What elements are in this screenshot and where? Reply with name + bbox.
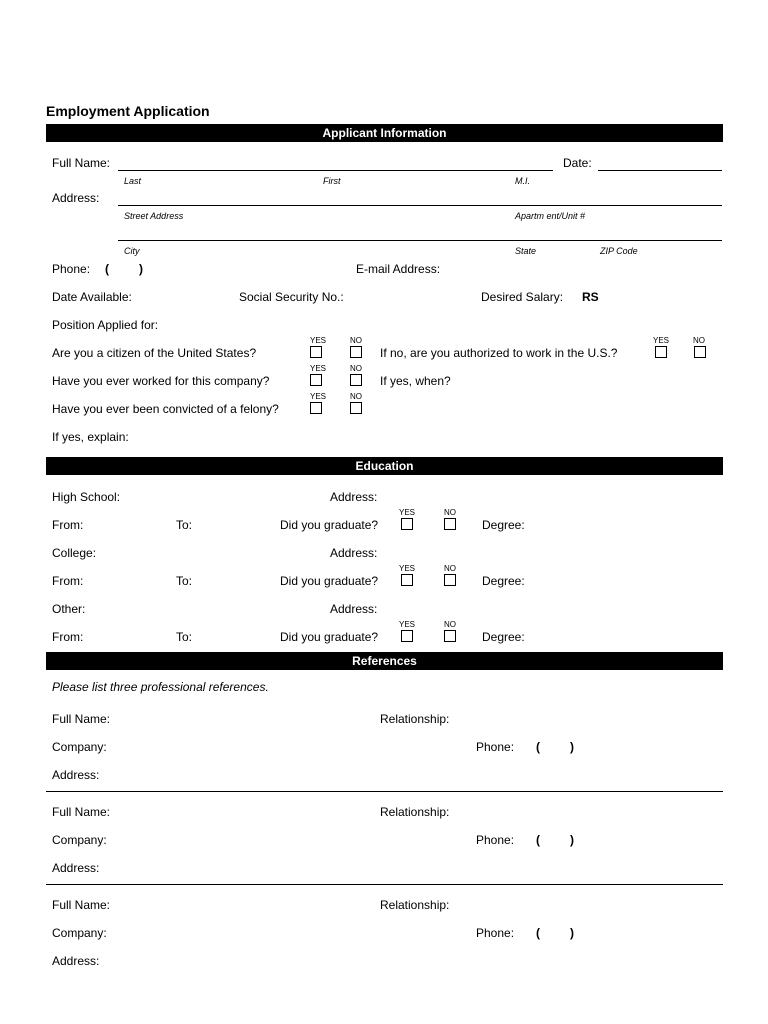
ref3-paren-close: ) [570, 926, 574, 940]
full-name-label: Full Name: [52, 156, 111, 170]
citizen-question: Are you a citizen of the United States? [52, 346, 257, 360]
authorized-yes-checkbox[interactable] [655, 346, 667, 358]
citizen-no-label: NO [350, 336, 362, 345]
address-label: Address: [52, 191, 100, 205]
zip-hint: ZIP Code [600, 246, 638, 256]
ref3-full-name-label: Full Name: [52, 898, 111, 912]
section-header-applicant: Applicant Information [46, 124, 723, 142]
worked-yes-label: YES [310, 364, 327, 373]
other-graduate-question: Did you graduate? [280, 630, 379, 644]
ref2-paren-close: ) [570, 833, 574, 847]
ref-divider-1 [46, 791, 723, 792]
page-title: Employment Application [46, 103, 210, 119]
full-name-field[interactable] [118, 170, 553, 171]
other-label: Other: [52, 602, 86, 616]
authorized-no-label: NO [693, 336, 705, 345]
felony-yes-checkbox[interactable] [310, 402, 322, 414]
apartment-hint: Apartm ent/Unit # [515, 211, 586, 221]
other-yes-checkbox[interactable] [401, 630, 413, 642]
ref2-paren-open: ( [536, 833, 540, 847]
high-school-address-label: Address: [330, 490, 378, 504]
ref2-full-name-label: Full Name: [52, 805, 111, 819]
ref1-phone-label: Phone: [476, 740, 515, 754]
college-yes-checkbox[interactable] [401, 574, 413, 586]
mi-hint: M.I. [515, 176, 530, 186]
college-to-label: To: [176, 574, 193, 588]
street-address-field[interactable] [118, 205, 722, 206]
college-label: College: [52, 546, 97, 560]
high-school-yes-label: YES [399, 508, 416, 517]
worked-no-checkbox[interactable] [350, 374, 362, 386]
ref2-company-label: Company: [52, 833, 107, 847]
college-address-label: Address: [330, 546, 378, 560]
felony-no-label: NO [350, 392, 362, 401]
high-school-degree-label: Degree: [482, 518, 525, 532]
last-hint: Last [124, 176, 142, 186]
felony-yes-label: YES [310, 392, 327, 401]
ssn-label: Social Security No.: [239, 290, 344, 304]
ref3-relationship-label: Relationship: [380, 898, 450, 912]
ref2-address-label: Address: [52, 861, 100, 875]
college-degree-label: Degree: [482, 574, 525, 588]
date-field[interactable] [598, 170, 722, 171]
phone-label: Phone: [52, 262, 91, 276]
worked-no-label: NO [350, 364, 362, 373]
city-state-zip-field[interactable] [118, 240, 722, 241]
other-no-label: NO [444, 620, 456, 629]
worked-yes-checkbox[interactable] [310, 374, 322, 386]
currency-label: RS [582, 290, 599, 304]
date-label: Date: [563, 156, 592, 170]
college-yes-label: YES [399, 564, 416, 573]
authorized-question: If no, are you authorized to work in the U.S.? [380, 346, 618, 360]
when-question: If yes, when? [380, 374, 451, 388]
first-hint: First [323, 176, 341, 186]
desired-salary-label: Desired Salary: [481, 290, 564, 304]
citizen-yes-checkbox[interactable] [310, 346, 322, 358]
email-label: E-mail Address: [356, 262, 441, 276]
citizen-yes-label: YES [310, 336, 327, 345]
references-intro: Please list three professional references. [52, 680, 269, 694]
street-address-hint: Street Address [124, 211, 184, 221]
authorized-yes-label: YES [653, 336, 670, 345]
high-school-graduate-question: Did you graduate? [280, 518, 379, 532]
position-label: Position Applied for: [52, 318, 159, 332]
phone-paren-close: ) [139, 262, 143, 276]
college-no-label: NO [444, 564, 456, 573]
college-graduate-question: Did you graduate? [280, 574, 379, 588]
felony-question: Have you ever been convicted of a felony? [52, 402, 279, 416]
ref1-address-label: Address: [52, 768, 100, 782]
other-address-label: Address: [330, 602, 378, 616]
other-yes-label: YES [399, 620, 416, 629]
ref3-address-label: Address: [52, 954, 100, 968]
citizen-no-checkbox[interactable] [350, 346, 362, 358]
phone-paren-open: ( [105, 262, 109, 276]
authorized-no-checkbox[interactable] [694, 346, 706, 358]
ref1-paren-close: ) [570, 740, 574, 754]
ref-divider-2 [46, 884, 723, 885]
other-to-label: To: [176, 630, 193, 644]
ref2-relationship-label: Relationship: [380, 805, 450, 819]
high-school-from-label: From: [52, 518, 84, 532]
high-school-label: High School: [52, 490, 121, 504]
other-from-label: From: [52, 630, 84, 644]
felony-no-checkbox[interactable] [350, 402, 362, 414]
high-school-no-label: NO [444, 508, 456, 517]
section-header-references: References [46, 652, 723, 670]
city-hint: City [124, 246, 140, 256]
state-hint: State [515, 246, 537, 256]
ref1-full-name-label: Full Name: [52, 712, 111, 726]
high-school-to-label: To: [176, 518, 193, 532]
other-degree-label: Degree: [482, 630, 525, 644]
ref2-phone-label: Phone: [476, 833, 515, 847]
ref1-paren-open: ( [536, 740, 540, 754]
high-school-no-checkbox[interactable] [444, 518, 456, 530]
ref3-phone-label: Phone: [476, 926, 515, 940]
section-header-education: Education [46, 457, 723, 475]
ref1-relationship-label: Relationship: [380, 712, 450, 726]
ref1-company-label: Company: [52, 740, 107, 754]
high-school-yes-checkbox[interactable] [401, 518, 413, 530]
worked-question: Have you ever worked for this company? [52, 374, 270, 388]
explain-label: If yes, explain: [52, 430, 129, 444]
college-from-label: From: [52, 574, 84, 588]
date-available-label: Date Available: [52, 290, 132, 304]
other-no-checkbox[interactable] [444, 630, 456, 642]
ref3-paren-open: ( [536, 926, 540, 940]
college-no-checkbox[interactable] [444, 574, 456, 586]
ref3-company-label: Company: [52, 926, 107, 940]
